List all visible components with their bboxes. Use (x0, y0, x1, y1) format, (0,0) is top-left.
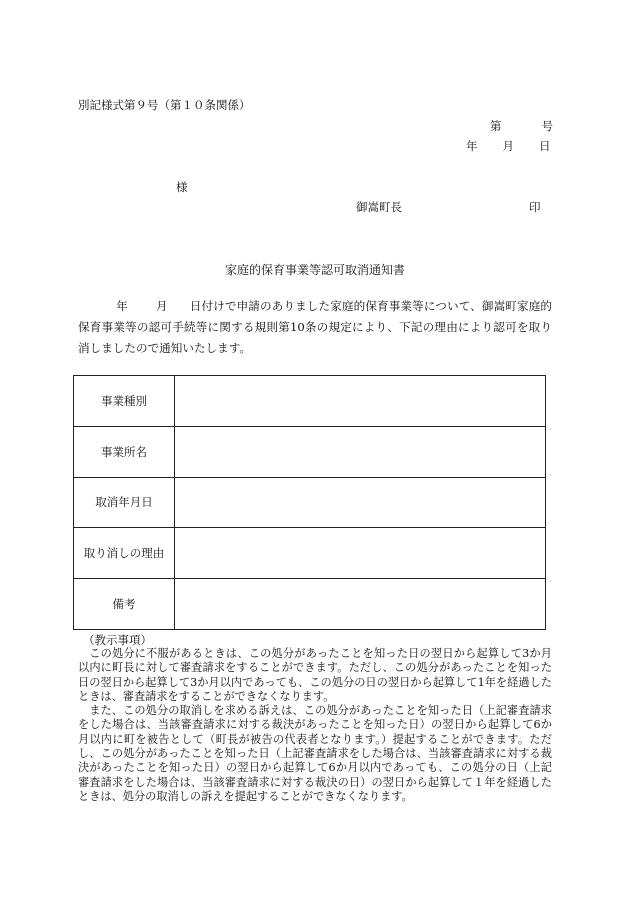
doc-number-go: 号 (541, 119, 553, 133)
row-label-business-type: 事業種別 (74, 376, 175, 427)
row-label-facility-name: 事業所名 (74, 426, 175, 477)
date-month: 月 (502, 139, 514, 153)
row-label-remarks: 備考 (74, 579, 175, 630)
date-year: 年 (466, 139, 478, 153)
body-text: 日付けで申請のありました家庭的保育事業等について、御嵩町家庭的保育事業等の認可手続等に関する規則第10条の規定により、下記の理由により認可を取り消しましたので通知いたします。 (78, 299, 552, 355)
details-table (73, 375, 546, 630)
row-value-facility-name[interactable] (175, 426, 546, 477)
table-row (74, 426, 546, 477)
body-year: 年 (116, 299, 128, 313)
table-row (74, 376, 546, 427)
row-value-cancel-reason[interactable] (175, 528, 546, 579)
form-reference: 別記様式第９号（第１０条関係） (78, 98, 251, 112)
notice-paragraph-1: この処分に不服があるときは、この処分があったことを知った日の翌日から起算して3か月以内に町長に対して審査請求をすることができます。ただし、この処分があったことを知った日の翌日から起算して3か月以内であっても、この処分の日の翌日から起算して1年を経過したときは、審査請求をすることができなくなります。 (78, 647, 552, 703)
table-row (74, 477, 546, 528)
body-month: 月 (155, 299, 168, 313)
document-date (466, 138, 551, 154)
table-row (74, 579, 546, 630)
row-label-cancel-date: 取消年月日 (74, 477, 175, 528)
seal-mark: 印 (529, 200, 541, 214)
row-label-cancel-reason: 取り消しの理由 (74, 528, 175, 579)
addressee-suffix: 様 (176, 180, 188, 194)
table-row (74, 528, 546, 579)
doc-number-dai: 第 (490, 119, 502, 133)
row-value-remarks[interactable] (175, 579, 546, 630)
notice-heading: （教示事項） (83, 633, 152, 647)
body-paragraph (78, 296, 552, 359)
sender-name: 御嵩町長 (356, 200, 402, 214)
notice-paragraph-2: また、この処分の取消しを求める訴えは、この処分があったことを知った日（上記審査請求をした場合は、当該審査請求に対する裁決があったことを知った日）の翌日から起算して6か月以内に町を被告として（町長が被告の代表者となります。）提起することができます。ただし、この処分があったことを知った日（上記審査請求をした場合は、当該審査請求に対する裁決があったことを知った日）の翌日から起算して6か月以内であっても、この処分の日（上記審査請求をした場合は、当該審査請求に対する裁決の日）の翌日から起算して１年を経過したときは、処分の取消しの訴えを提起することができなくなります。 (78, 704, 552, 803)
row-value-cancel-date[interactable] (175, 477, 546, 528)
date-day: 日 (539, 139, 551, 153)
row-value-business-type[interactable] (175, 376, 546, 427)
document-title: 家庭的保育事業等認可取消通知書 (224, 263, 405, 277)
document-number (490, 118, 553, 134)
notice-section (78, 647, 552, 804)
